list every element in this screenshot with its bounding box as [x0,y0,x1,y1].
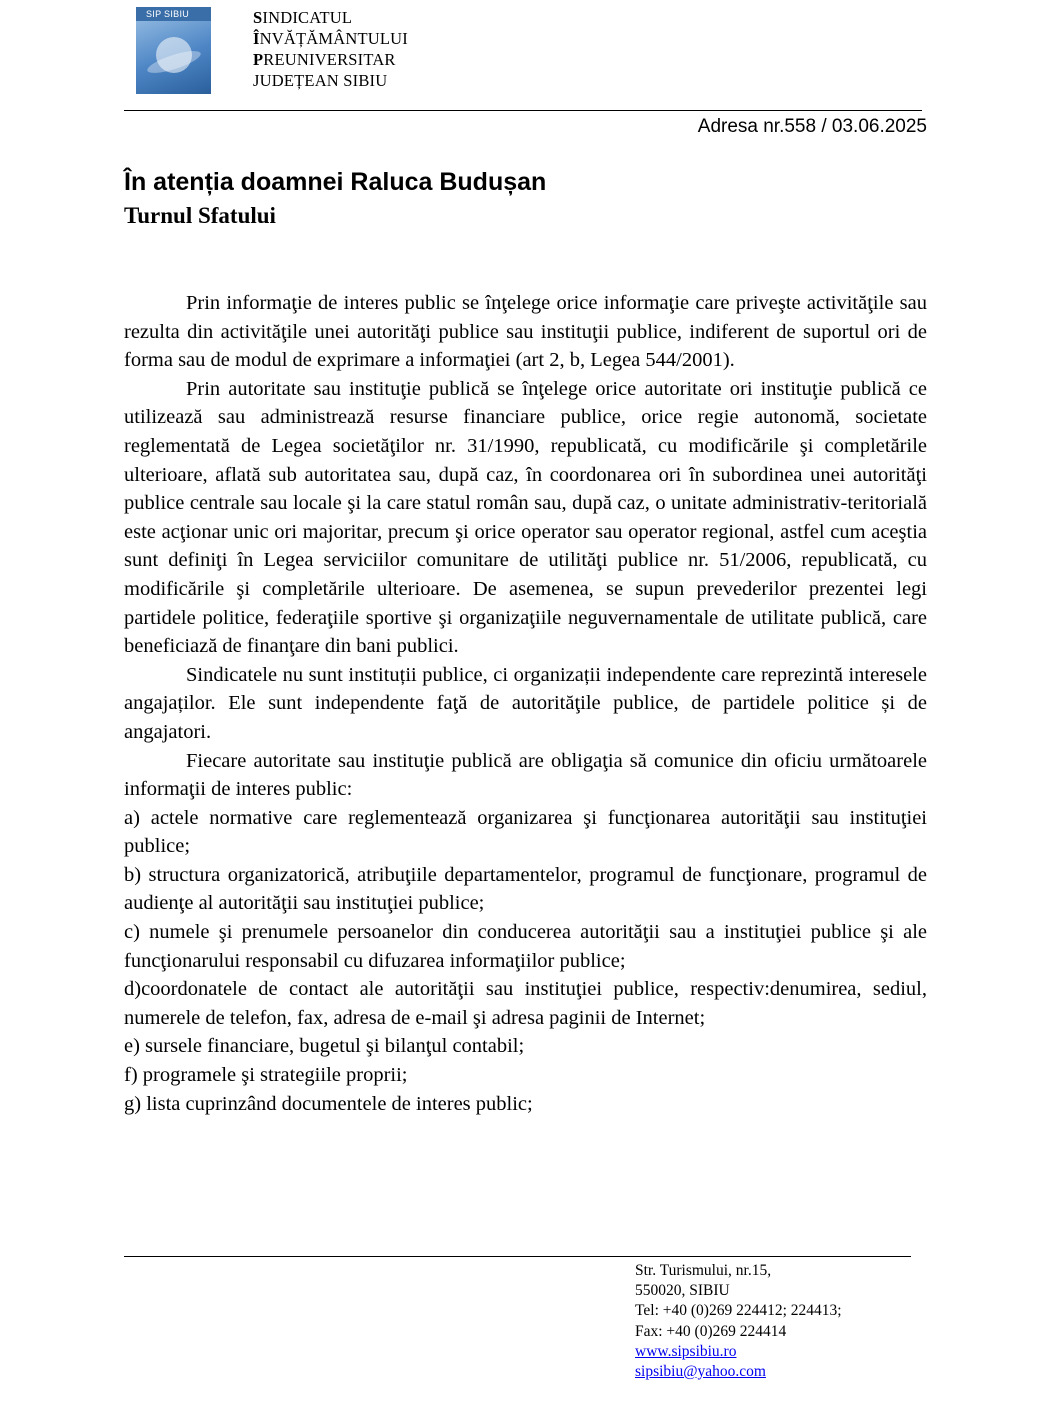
letter-body [124,289,927,1118]
attention-subline: Turnul Sfatului [124,203,276,228]
logo-text: SIP SIBIU [136,7,211,21]
list-item: c) numele şi prenumele persoanelor din conducerea autorităţii sau a instituţiei publice şi ale funcţionarului responsabil cu difuzarea informaţiilor publice; [124,921,927,972]
footer-divider [124,1256,911,1257]
paragraph: Sindicatele nu sunt instituții publice, ci organizații independente care reprezintă interesele angajaților. Ele sunt independente faţă de autorităţile publice, de partidele politice și de angajatori. [124,663,927,743]
website-link[interactable]: www.sipsibiu.ro [635,1342,737,1360]
org-line-3: PREUNIVERSITAR [253,50,396,69]
footer-city: 550020, SIBIU [635,1282,730,1300]
org-line-1: SINDICATUL [253,8,353,27]
footer-tel: Tel: +40 (0)269 224412; 224413; [635,1302,842,1320]
footer-contact [635,1261,842,1382]
list-item: g) lista cuprinzând documentele de interes public; [124,1092,533,1115]
list-item: f) programele şi strategiile proprii; [124,1064,408,1087]
list-item: d)coordonatele de contact ale autorităţii sau instituţiei publice, respectiv:denumirea, sediul, numerele de telefon, fax, adresa de e-mail şi adresa paginii de Internet; [124,978,927,1029]
paragraph: Prin autoritate sau instituţie publică se înţelege orice autoritate ori instituţie publică ce utilizează sau administrează resurse financiare publice, orice regie autonomă, societate reglementată de Legea societăţilor nr. 31/1990, republicată, cu modificările şi completările ulterioare, aflată sub autoritatea sau, după caz, în coordonarea ori în subordinea unei autorităţi publice centrale sau locale şi la care statul român sau, după caz, o unitate administrativ-teritorială este acţionar unic ori majoritar, precum şi orice operator sau operator regional, astfel cum aceştia sunt definiţi în Legea serviciilor comunitare de utilităţi publice nr. 51/2006, republicată, cu modificările şi completările ulterioare. De asemenea, se supun prevederilor prezentei legi partidele politice, federaţiile sportive şi organizaţiile neguvernamentale de utilitate publică, care beneficiază de finanţare din bani publici. [124,377,927,658]
list-item: a) actele normative care reglementează organizarea şi funcţionarea autorităţii sau instituţiei publice; [124,806,927,858]
email-link[interactable]: sipsibiu@yahoo.com [635,1363,766,1381]
header-divider [124,110,922,111]
org-line-4: JUDEȚEAN SIBIU [253,71,388,90]
list-item: e) sursele financiare, bugetul şi bilanţul contabil; [124,1035,525,1058]
attention-line: În atenția doamnei Raluca Budușan [124,168,547,196]
org-line-2: ÎNVĂȚĂMÂNTULUI [253,29,408,48]
footer-fax: Fax: +40 (0)269 224414 [635,1322,787,1340]
paragraph: Fiecare autoritate sau instituţie publică are obligaţia să comunice din oficiu următoarele informaţii de interes public: [124,749,927,801]
organization-name [253,7,408,91]
address-number: Adresa nr.558 / 03.06.2025 [697,116,927,137]
paragraph: Prin informaţie de interes public se înţelege orice informaţie care priveşte activităţile sau rezulta din activităţile unei autorităţi publice sau instituţii publice, indiferent de suportul ori de forma sau de modul de exprimare a informaţiei (art 2, b, Legea 544/2001). [124,292,927,372]
list-item: b) structura organizatorică, atribuţiile departamentelor, programul de funcţionare, programul de audienţe al autorităţii sau instituţiei publice; [124,863,927,915]
organization-logo [136,7,211,94]
footer-street: Str. Turismului, nr.15, [635,1262,772,1279]
